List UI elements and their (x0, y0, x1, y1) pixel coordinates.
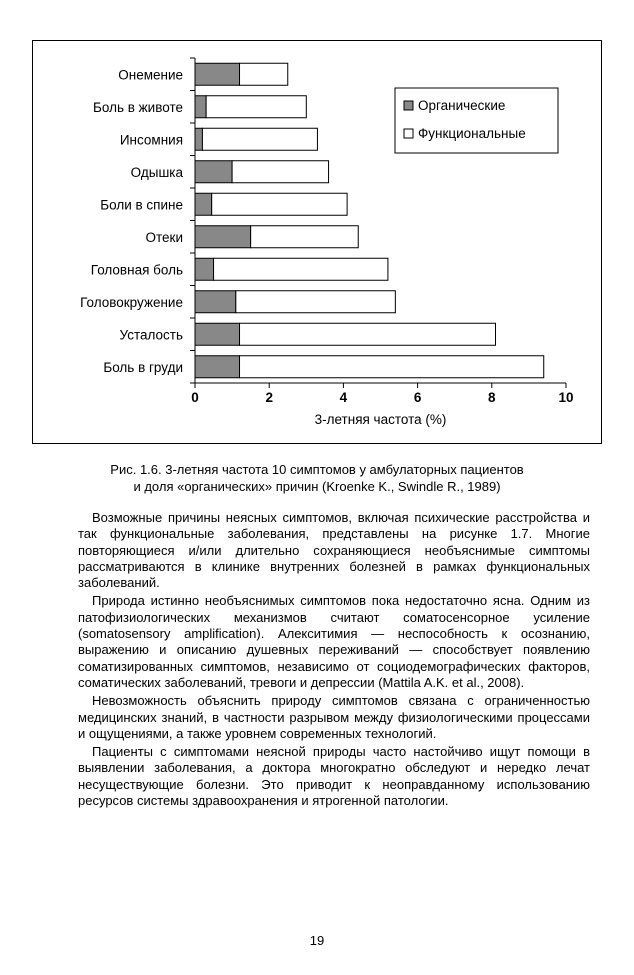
category-label: Отеки (145, 229, 183, 245)
x-tick-label: 4 (339, 390, 348, 405)
paragraph-4: Пациенты с симптомами неясной природы часто настойчиво ищут помощи в выявлении заболевания, а доктора многократно обследуют и нередко лечат несуществующие болезни. Это приводит к неоправданному использованию ресурсов системы здравоохранения и ятрогенной патологии. (78, 744, 590, 809)
bar-functional (240, 323, 496, 345)
legend-swatch (404, 129, 413, 138)
bar-functional (206, 96, 306, 118)
category-label: Усталость (119, 327, 183, 343)
x-tick-label: 2 (265, 390, 273, 405)
x-tick-label: 6 (413, 390, 422, 405)
category-label: Боли в спине (100, 197, 183, 213)
category-label: Онемение (118, 67, 183, 83)
bar-functional (236, 291, 396, 313)
category-label: Боль в животе (93, 99, 183, 115)
bar-organic (195, 161, 232, 183)
bar-functional (212, 193, 347, 215)
x-tick-label: 0 (191, 390, 199, 405)
legend-label: Функциональные (418, 126, 526, 141)
bar-chart (33, 41, 601, 443)
x-tick-label: 8 (488, 390, 496, 405)
paragraph-2: Природа истинно необъяснимых симптомов пока недостаточно ясна. Одним из патофизиологических механизмов считают соматосенсорное усиление (somatosensory amplification). Алекситимия — неспособность к осознанию, выражению и описанию душевных переживаний — способствует появлению соматизированных симптомов, независимо от социодемографических факторов, соматических заболеваний, тревоги и депрессии (Mattila A.K. et al., 2008). (78, 593, 590, 690)
bar-organic (195, 323, 240, 345)
bar-functional (240, 63, 288, 85)
bar-organic (195, 226, 251, 248)
bar-organic (195, 356, 240, 378)
legend-label: Органические (418, 98, 506, 113)
category-label: Одышка (130, 164, 183, 180)
bar-functional (202, 128, 317, 150)
bar-organic (195, 63, 240, 85)
bar-organic (195, 291, 236, 313)
category-label: Инсомния (119, 132, 183, 148)
figure-caption-line-2: и доля «органических» причин (Kroenke K., Swindle R., 1989) (133, 479, 501, 494)
bar-organic (195, 193, 212, 215)
category-label: Головокружение (80, 294, 183, 310)
bar-organic (195, 96, 206, 118)
figure-frame (32, 40, 602, 444)
paragraph-3: Невозможность объяснить природу симптомов связана с ограниченностью медицинских знаний, в частности разрывом между физиологическими процессами и ощущениями, а также уровнем современных технологий. (78, 693, 590, 741)
body-text (78, 510, 590, 811)
category-label: Боль в груди (103, 359, 183, 375)
paragraph-1: Возможные причины неясных симптомов, включая психические расстройства и так функциональные заболевания, представлены на рисунке 1.7. Многие повторяющиеся и/или длительно сохраняющиеся необъяснимые симптомы рассматриваются в клинике внутренних болезней в рамках функциональных заболеваний. (78, 510, 590, 591)
bar-functional (240, 356, 544, 378)
x-axis-label: 3-летняя частота (%) (314, 412, 447, 427)
figure-caption-line-1: Рис. 1.6. 3-летняя частота 10 симптомов у амбулаторных пациентов (110, 462, 524, 477)
bar-functional (214, 258, 388, 280)
category-label: Головная боль (90, 262, 183, 278)
bar-functional (251, 226, 359, 248)
bar-organic (195, 258, 214, 280)
page-number: 19 (309, 933, 325, 948)
bar-functional (232, 161, 328, 183)
bar-organic (195, 128, 202, 150)
x-tick-label: 10 (558, 390, 574, 405)
legend-swatch (404, 101, 413, 110)
